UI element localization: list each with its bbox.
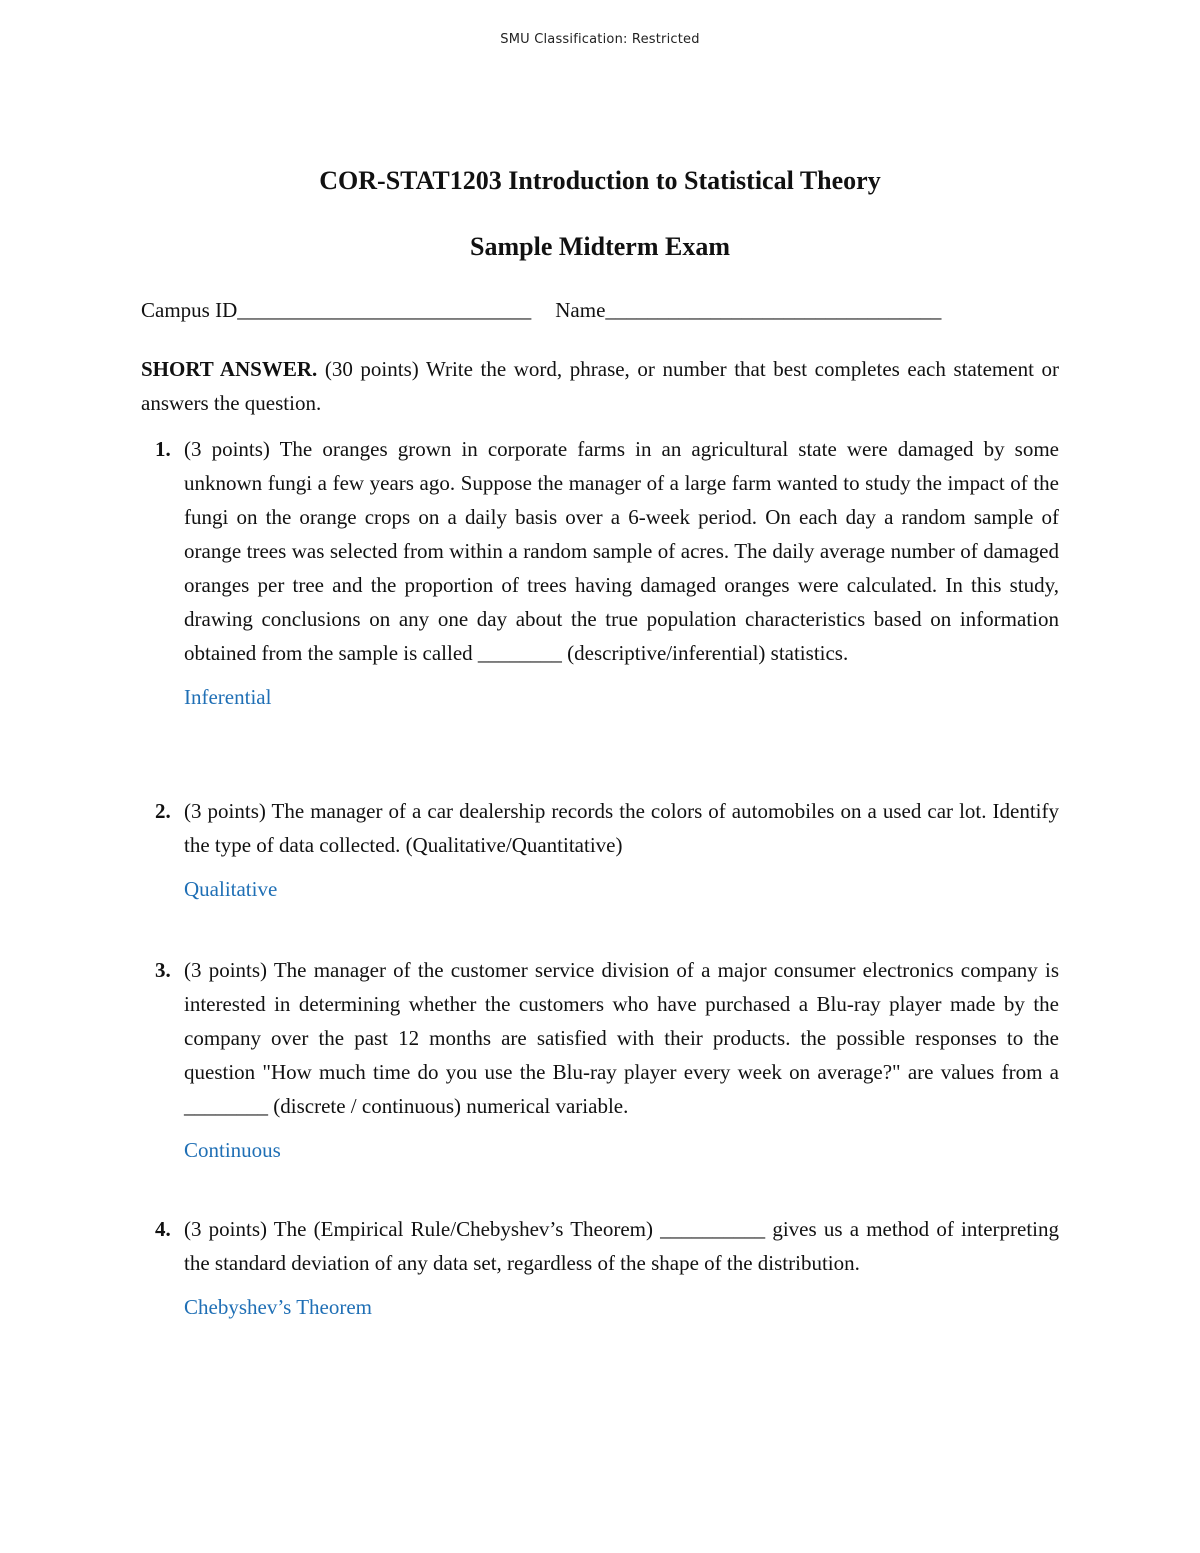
classification-label: SMU Classification: Restricted: [500, 32, 700, 47]
question-number: 2.: [155, 799, 171, 823]
document-title: COR-STAT1203 Introduction to Statistical Theory: [319, 166, 881, 195]
name-field: Name________________________________: [555, 298, 942, 322]
question-text: (3 points) The oranges grown in corporate farms in an agricultural state were damaged by some unknown fungi a few years ago. Suppose the manager of a large farm wanted to study the impact of the fungi on the orange crops on a daily basis over a 6-week period. On each day a random sample of orange trees was selected from within a random sample of acres. The daily average number of damaged oranges per tree and the proportion of trees having damaged oranges were calculated. In this study, drawing conclusions on any one day about the true population characteristics based on information obtained from the sample is called ________ (descriptive/inferential) statistics.: [184, 437, 1059, 665]
campus-id-field: Campus ID____________________________: [141, 298, 532, 322]
question-number: 1.: [155, 437, 171, 461]
question-1: [141, 432, 1059, 714]
question-number: 3.: [155, 958, 171, 982]
section-instructions-text: (30 points) Write the word, phrase, or number that best completes each statement or answers the question.: [141, 357, 1060, 415]
question-4: [141, 1212, 1059, 1324]
question-number: 4.: [155, 1217, 171, 1241]
section-heading: SHORT ANSWER.: [141, 357, 318, 381]
document-subtitle: Sample Midterm Exam: [470, 232, 730, 261]
question-text: (3 points) The manager of a car dealership records the colors of automobiles on a used car lot. Identify the type of data collected. (Qualitative/Quantitative): [184, 799, 1059, 857]
question-answer: Chebyshev’s Theorem: [184, 1295, 372, 1319]
question-answer: Inferential: [184, 685, 272, 709]
section-instructions: [141, 352, 1059, 420]
student-info-line: [141, 298, 1061, 323]
question-answer: Continuous: [184, 1138, 281, 1162]
question-answer: Qualitative: [184, 877, 278, 901]
question-3: [141, 953, 1059, 1167]
question-text: (3 points) The (Empirical Rule/Chebyshev’s Theorem) __________ gives us a method of interpreting the standard deviation of any data set, regardless of the shape of the distribution.: [184, 1217, 1059, 1275]
question-2: [141, 794, 1059, 906]
question-text: (3 points) The manager of the customer service division of a major consumer electronics company is interested in determining whether the customers who have purchased a Blu-ray player made by the company over the past 12 months are satisfied with their products. the possible responses to the question "How much time do you use the Blu-ray player every week on average?" are values from a ________ (discrete / continuous) numerical variable.: [184, 958, 1059, 1118]
